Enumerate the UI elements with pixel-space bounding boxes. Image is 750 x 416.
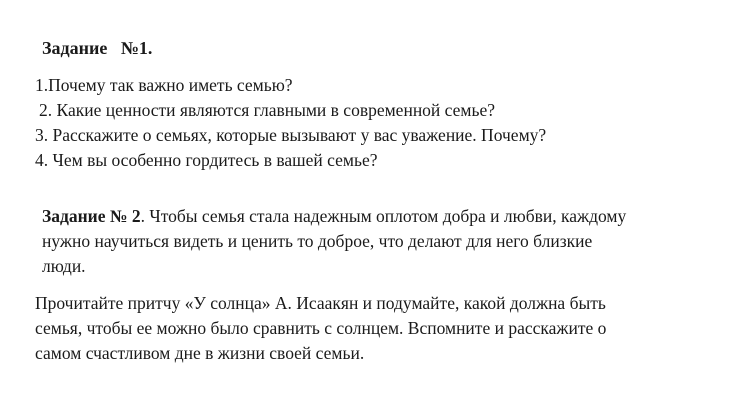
task2-line-1 [42,204,732,229]
task1-question-list [35,73,546,173]
task1-title: Задание №1. [42,38,153,58]
task2-label: Задание № 2 [42,206,141,226]
question-2: 2. Какие ценности являются главными в современной семье? [39,100,496,120]
paragraph-line-1: Прочитайте притчу «У солнца» А. Исаакян и подумайте, какой должна быть [35,293,606,313]
task2-line-2: нужно научиться видеть и ценить то доброе, что делают для него близкие [42,231,593,251]
question-4: 4. Чем вы особенно гордитесь в вашей семье? [35,150,378,170]
task2-text-1: . Чтобы семья стала надежным оплотом добра и любви, каждому [140,206,627,226]
question-3: 3. Расскажите о семьях, которые вызывают у вас уважение. Почему? [35,125,547,145]
paragraph-line-2: семья, чтобы ее можно было сравнить с солнцем. Вспомните и расскажите о [35,318,607,338]
task2-block [42,204,732,279]
question-1: 1.Почему так важно иметь семью? [35,75,293,95]
task2-line-3: люди. [42,256,86,276]
paragraph-line-3: самом счастливом дне в жизни своей семьи. [35,343,365,363]
parable-paragraph [35,291,735,366]
